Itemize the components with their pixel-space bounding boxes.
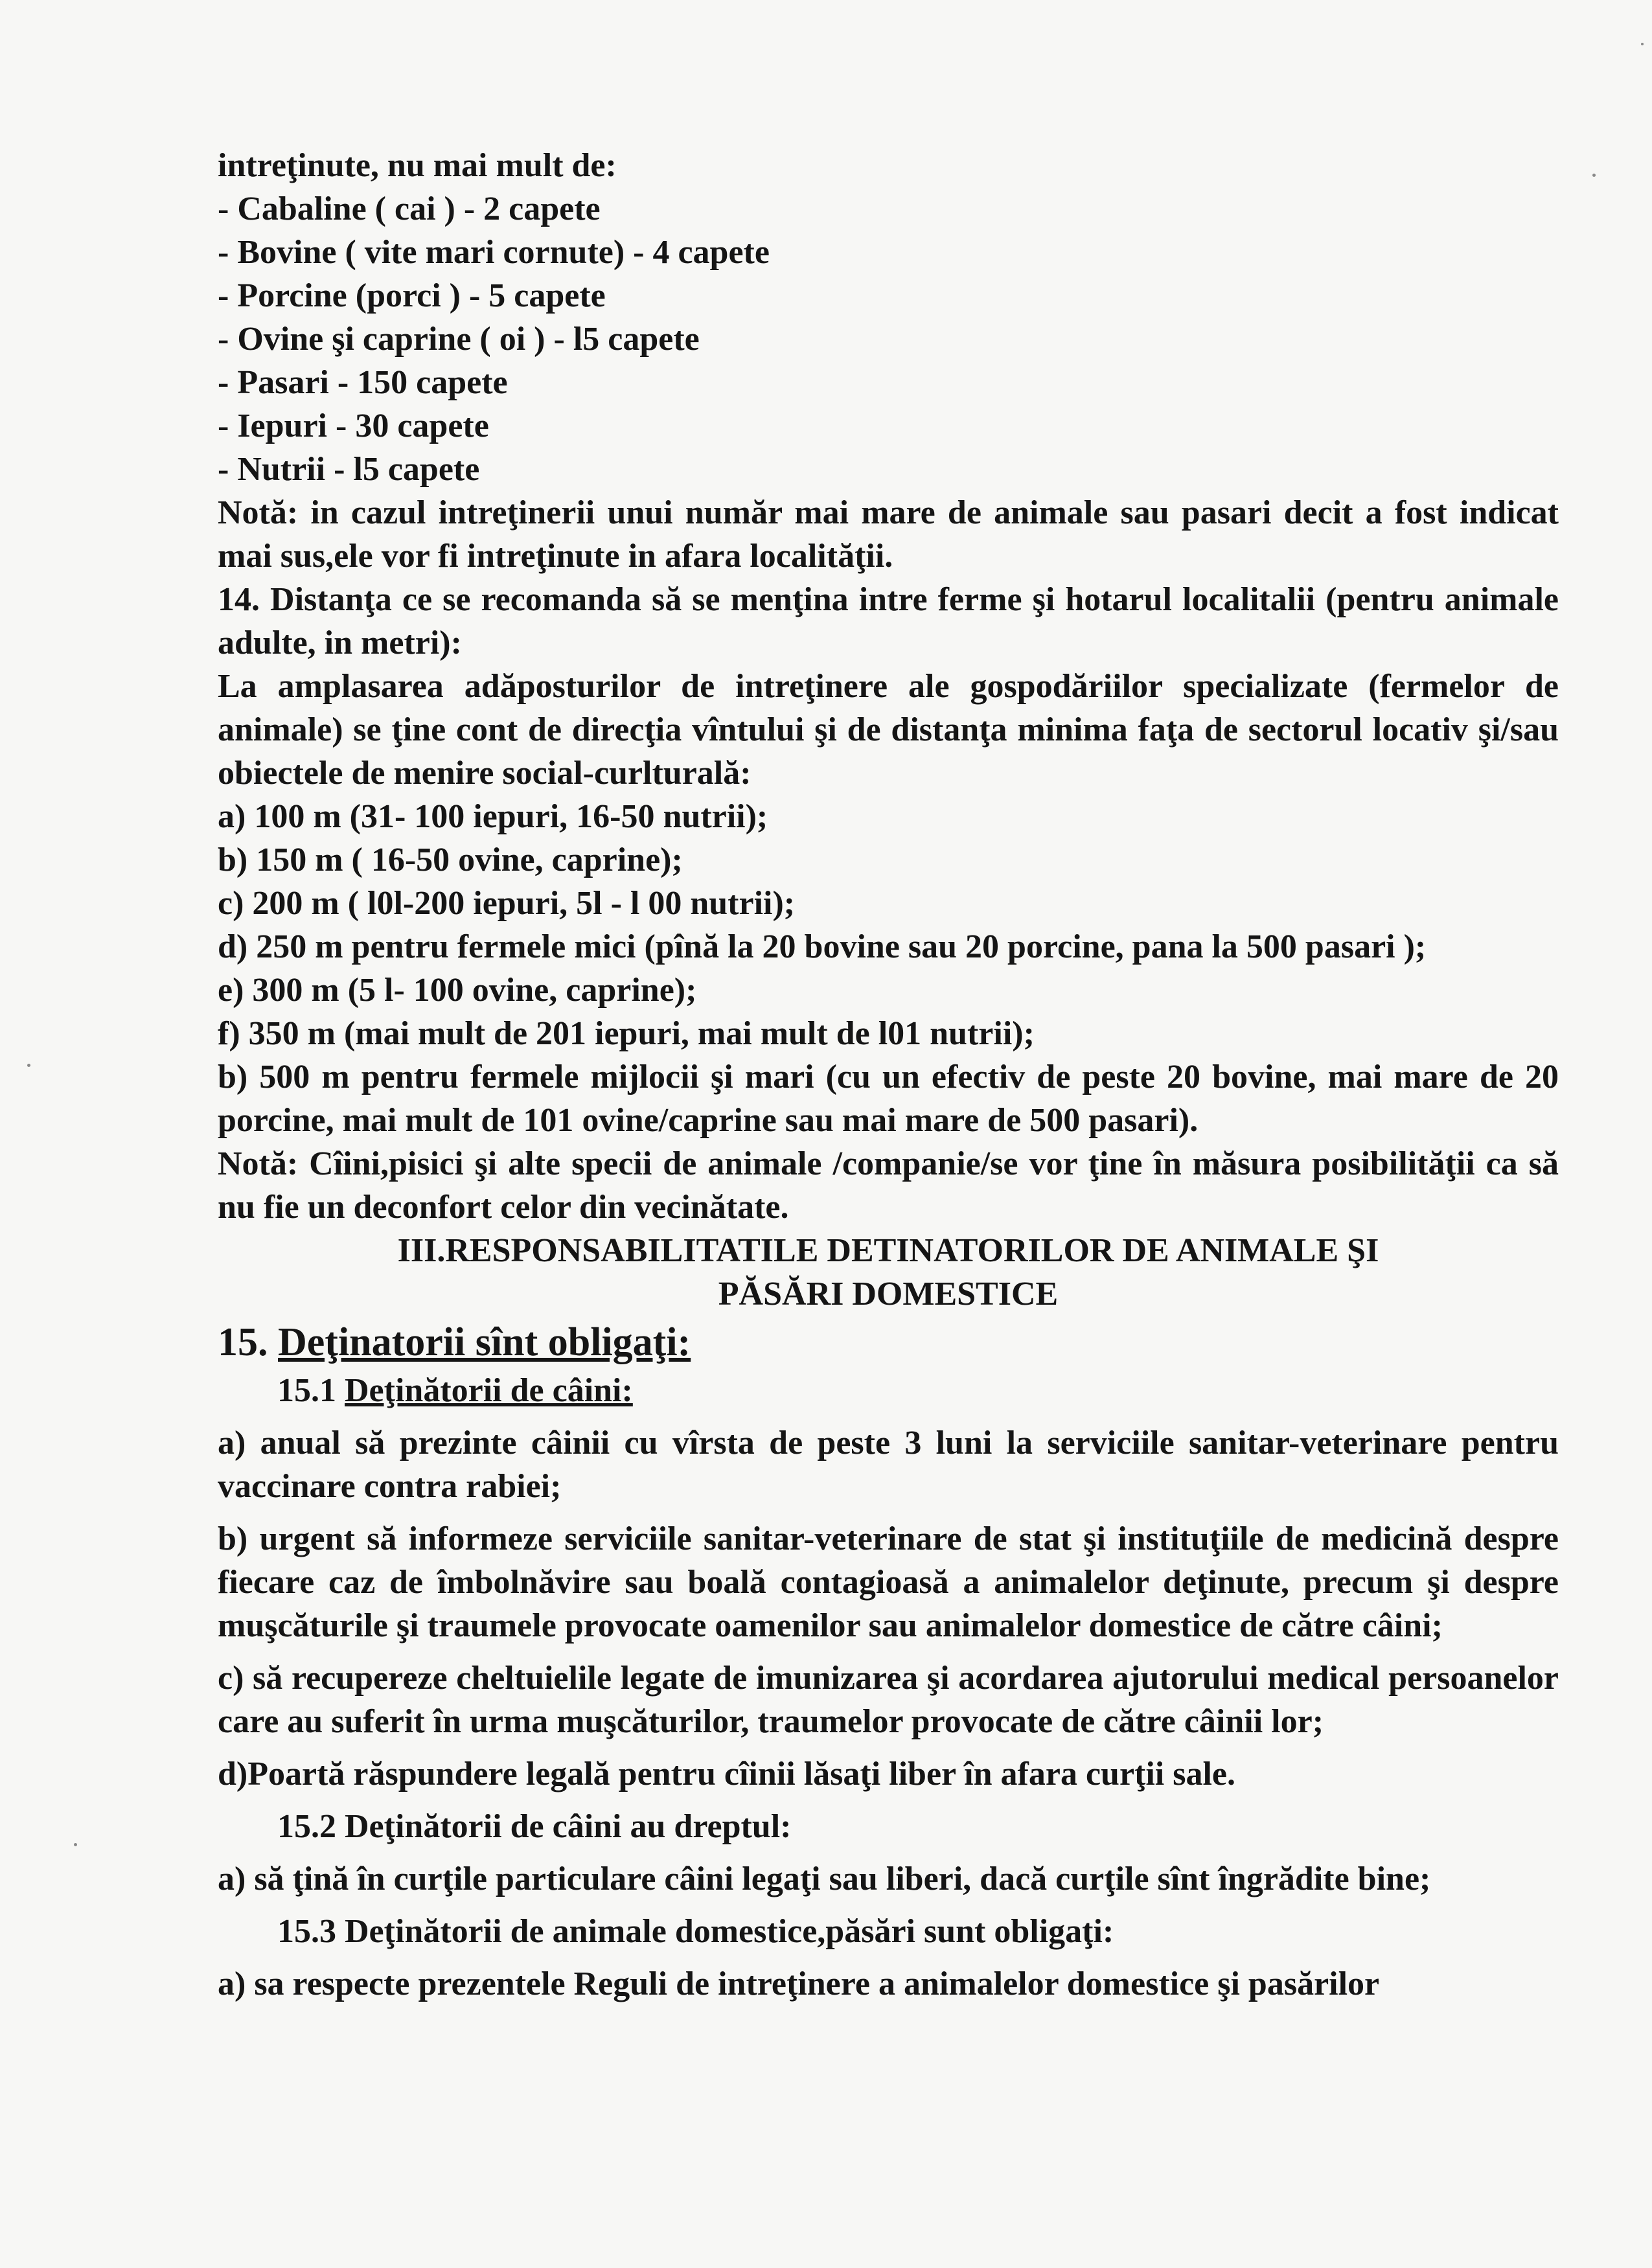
distance-item: c) 200 m ( l0l-200 iepuri, 5l - l 00 nutrii); <box>218 885 796 922</box>
document-body <box>218 144 1559 2006</box>
subsection-15-2-heading: 15.2 Deţinătorii de câini au dreptul: <box>277 1808 792 1845</box>
limit-item: - Cabaline ( cai ) - 2 capete <box>218 190 601 227</box>
subsection-title: Deţinătorii de câini: <box>345 1372 633 1409</box>
distance-item: f) 350 m (mai mult de 201 iepuri, mai mult de l01 nutrii); <box>218 1015 1035 1052</box>
obligation-item: a) sa respecte prezentele Reguli de intreţinere a animalelor domestice şi pasărilor <box>218 1965 1380 2002</box>
section-15-number: 15. <box>218 1320 268 1364</box>
obligation-item: c) să recupereze cheltuielile legate de imunizarea şi acordarea ajutorului medical persoanelor care au suferit în urma muşcăturilor, traumelor provocate de către câinii lor; <box>218 1660 1559 1740</box>
subsection-number: 15.1 <box>277 1372 336 1409</box>
section-14-heading: 14. Distanţa ce se recomanda să se menţina intre ferme şi hotarul localitalii (pentru animale adulte, in metri): <box>218 581 1559 661</box>
scan-speck <box>1641 43 1644 45</box>
obligation-item: a) anual să prezinte câinii cu vîrsta de peste 3 luni la serviciile sanitar-veterinare pentru vaccinare contra rabiei; <box>218 1425 1559 1505</box>
limit-item: - Pasari - 150 capete <box>218 364 508 401</box>
intro-line: intreţinute, nu mai mult de: <box>218 147 617 184</box>
section-14-text: La amplasarea adăposturilor de intreţinere ale gospodăriilor specializate (fermelor de animale) se ţine cont de direcţia vîntului şi de distanţa minima faţa de sectorul locativ şi/sau obiectele de menire social-curlturală: <box>218 668 1559 792</box>
note-paragraph: Notă: in cazul intreţinerii unui număr mai mare de animale sau pasari decit a fost indicat mai sus,ele vor fi intreţinute in afara localităţii. <box>218 494 1559 575</box>
subsection-15-3-heading: 15.3 Deţinătorii de animale domestice,păsări sunt obligaţi: <box>277 1913 1114 1950</box>
subsection-15-1-heading <box>218 1369 1559 1412</box>
section-15-heading <box>218 1316 1559 1369</box>
limit-item: - Porcine (porci ) - 5 capete <box>218 277 606 314</box>
distance-item: a) 100 m (31- 100 iepuri, 16-50 nutrii); <box>218 798 768 835</box>
distance-item: b) 150 m ( 16-50 ovine, caprine); <box>218 842 683 878</box>
obligation-item: d)Poartă răspundere legală pentru cîinii lăsaţi liber în afara curţii sale. <box>218 1756 1235 1793</box>
distance-item: b) 500 m pentru fermele mijlocii şi mari (cu un efectiv de peste 20 bovine, mai mare de 20 porcine, mai mult de 101 ovine/caprine sau mai mare de 500 pasari). <box>218 1059 1559 1139</box>
limit-item: - Bovine ( vite mari cornute) - 4 capete <box>218 234 770 271</box>
scan-speck <box>27 1064 30 1067</box>
chapter-heading: PĂSĂRI DOMESTICE <box>718 1276 1059 1312</box>
chapter-heading: III.RESPONSABILITATILE DETINATORILOR DE ANIMALE ŞI <box>397 1232 1379 1269</box>
obligation-item: b) urgent să informeze serviciile sanitar-veterinare de stat şi instituţiile de medicină despre fiecare caz de îmbolnăvire sau boală contagioasă a animalelor deţinute, precum şi despre muşcăturile şi traumele provocate oamenilor sau animalelor domestice de către câini; <box>218 1520 1559 1644</box>
scan-speck <box>74 1843 77 1846</box>
section-15-title: Deţinatorii sînt obligaţi: <box>278 1320 691 1364</box>
limit-item: - Iepuri - 30 capete <box>218 407 489 444</box>
distance-item: d) 250 m pentru fermele mici (pînă la 20 bovine sau 20 porcine, pana la 500 pasari ); <box>218 928 1427 965</box>
scan-speck <box>1592 174 1596 177</box>
limit-item: - Ovine şi caprine ( oi ) - l5 capete <box>218 321 700 358</box>
note-paragraph: Notă: Cîini,pisici şi alte specii de animale /companie/se vor ţine în măsura posibilităţii ca să nu fie un deconfort celor din vecinătate. <box>218 1145 1559 1226</box>
limit-item: - Nutrii - l5 capete <box>218 451 480 488</box>
right-item: a) să ţină în curţile particulare câini legaţi sau liberi, dacă curţile sînt îngrădite bine; <box>218 1861 1431 1897</box>
distance-item: e) 300 m (5 l- 100 ovine, caprine); <box>218 972 697 1009</box>
